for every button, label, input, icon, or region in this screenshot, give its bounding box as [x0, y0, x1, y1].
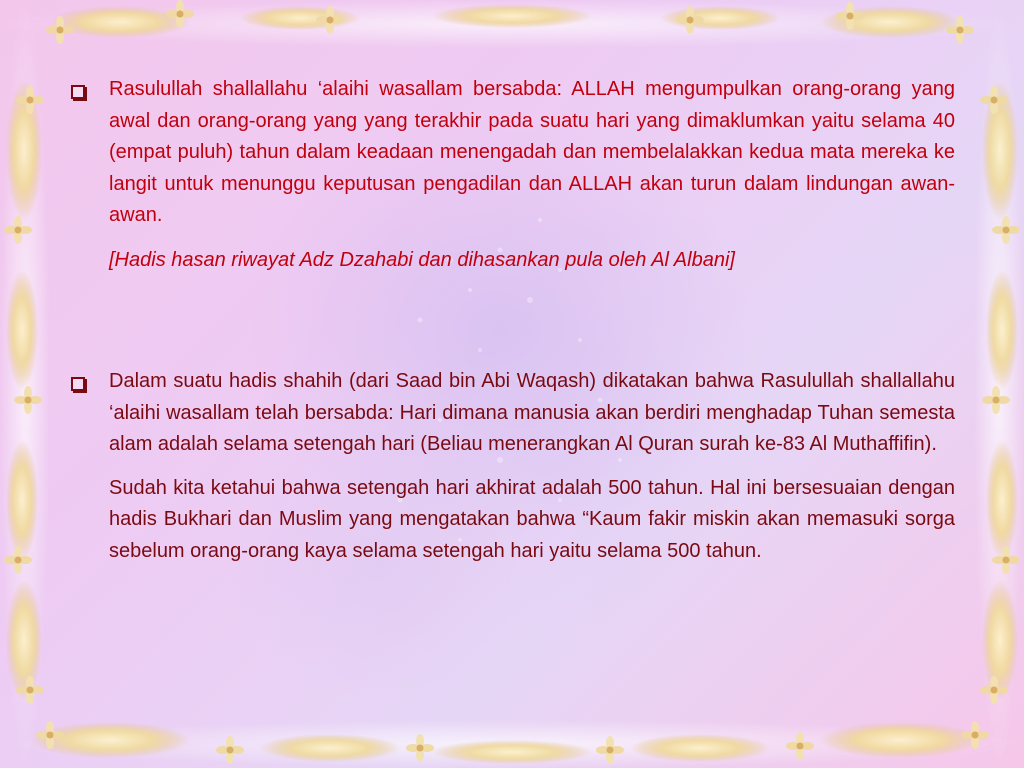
- hadith-paragraph-1: Rasulullah shallallahu ‘alaihi wasallam bersabda: ALLAH mengumpulkan orang-orang yang awal dan orang-orang yang yang terakhir pada suatu hari yang dimaklumkan yaitu selama 40 (empat puluh) tahun dalam keadaan menengadah dan membelalakkan kedua mata mereka ke langit untuk menunggu keputusan pengadilan dan ALLAH akan turun dalam lindungan awan-awan.: [109, 78, 955, 226]
- bullet-item-2: [109, 366, 955, 567]
- hollow-square-bullet-icon: [71, 377, 85, 391]
- hollow-square-bullet-icon: [71, 85, 85, 99]
- bullet-item-1: [109, 74, 955, 276]
- explanation-paragraph: Sudah kita ketahui bahwa setengah hari akhirat adalah 500 tahun. Hal ini bersesuaian dengan hadis Bukhari dan Muslim yang mengatakan bahwa “Kaum fakir miskin akan memasuki sorga sebelum orang-orang kaya selama setengah hari yaitu selama 500 tahun.: [109, 476, 955, 562]
- hadith-reference-1: [Hadis hasan riwayat Adz Dzahabi dan dihasankan pula oleh Al Albani]: [109, 248, 735, 271]
- hadith-paragraph-2: Dalam suatu hadis shahih (dari Saad bin Abi Waqash) dikatakan bahwa Rasulullah shallallahu ‘alaihi wasallam telah bersabda: Hari dimana manusia akan berdiri menghadap Tuhan semesta alam adalah selama setengah hari (Beliau menerangkan Al Quran surah ke-83 Al Muthaffifin).: [109, 370, 955, 455]
